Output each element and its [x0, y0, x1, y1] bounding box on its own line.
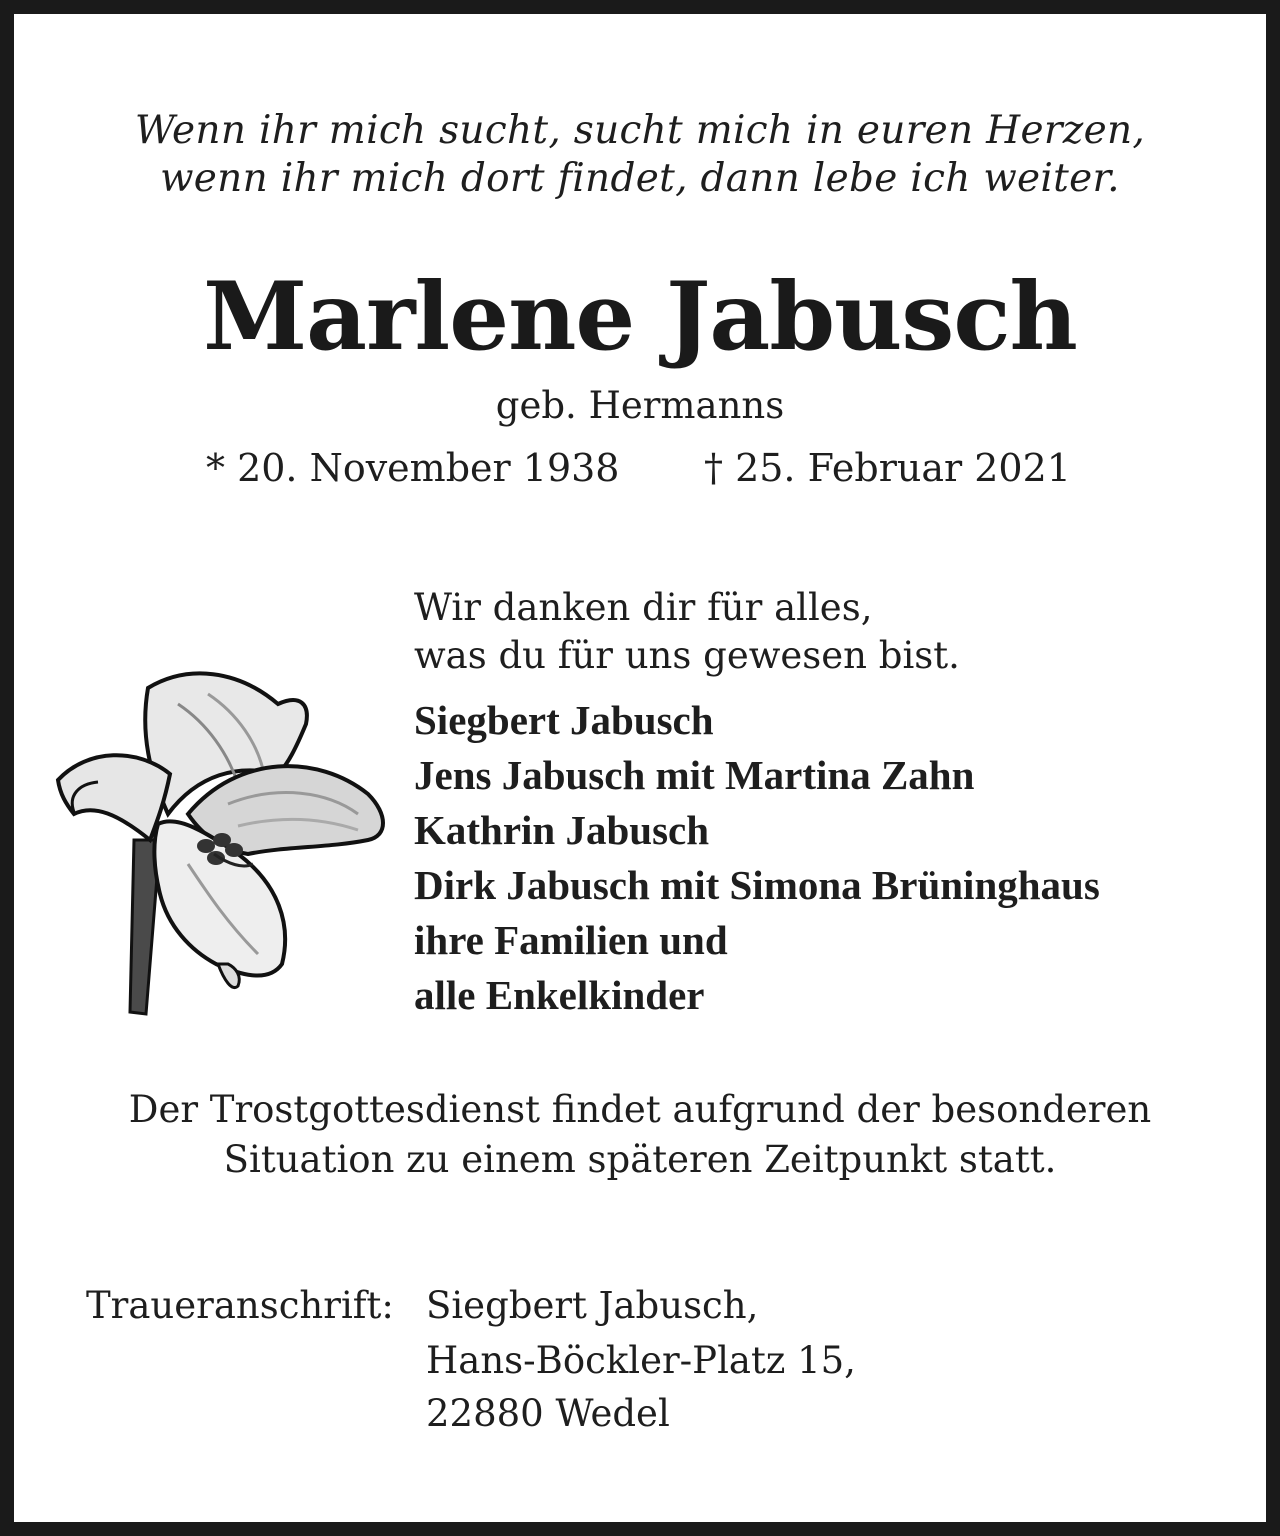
lily-icon: [38, 664, 388, 1024]
address-line-1: Siegbert Jabusch,: [426, 1284, 759, 1327]
motto-line-2: wenn ihr mich dort findet, dann lebe ich weiter.: [160, 156, 1120, 201]
address-line-3: 22880 Wedel: [426, 1392, 670, 1435]
address-label: Traueranschrift:: [86, 1284, 394, 1327]
mourner-2: Jens Jabusch mit Martina Zahn: [414, 752, 975, 798]
birth-name: geb. Hermanns: [495, 384, 785, 427]
thanks-line-2: was du für uns gewesen bist.: [414, 634, 960, 677]
mourner-4: Dirk Jabusch mit Simona Brüninghaus: [414, 862, 1100, 908]
motto-line-1: Wenn ihr mich sucht, sucht mich in euren Herzen,: [134, 108, 1146, 153]
obituary-notice: [14, 14, 1266, 1522]
thanks-line-1: Wir danken dir für alles,: [414, 586, 873, 629]
death-date: † 25. Februar 2021: [704, 446, 1071, 490]
mourner-6: alle Enkelkinder: [414, 972, 705, 1018]
mourner-3: Kathrin Jabusch: [414, 807, 710, 853]
mourner-5: ihre Familien und: [414, 917, 728, 963]
service-line-2: Situation zu einem späteren Zeitpunkt statt.: [223, 1138, 1057, 1181]
service-line-1: Der Trostgottesdienst findet aufgrund der besonderen: [128, 1088, 1152, 1131]
deceased-name: Marlene Jabusch: [203, 262, 1077, 372]
mourner-1: Siegbert Jabusch: [414, 697, 714, 743]
birth-date: * 20. November 1938: [206, 446, 620, 490]
address-line-2: Hans-Böckler-Platz 15,: [426, 1339, 856, 1382]
